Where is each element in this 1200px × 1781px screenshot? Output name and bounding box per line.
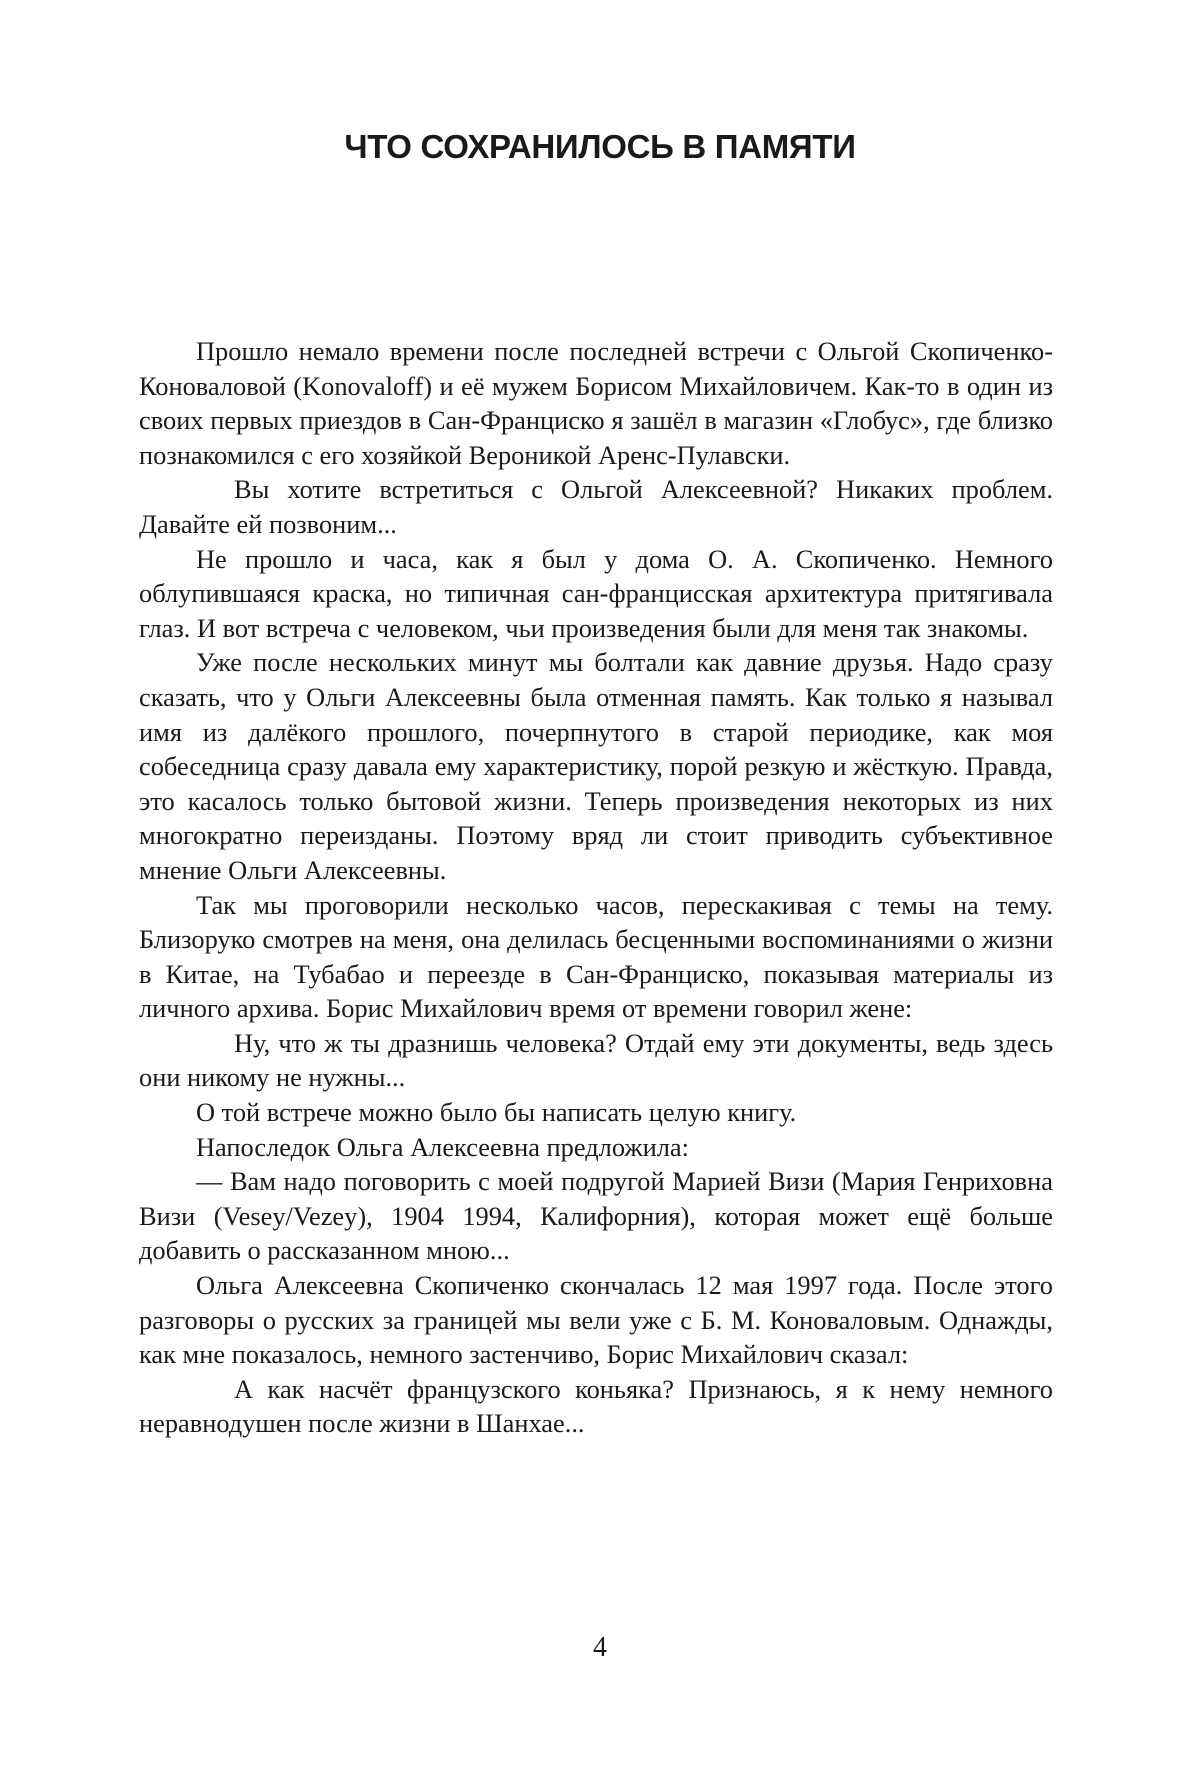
dialogue-paragraph: А как насчёт французского коньяка? Признаюсь, я к нему немного неравнодушен после жизни в Шанхае...: [139, 1373, 1053, 1439]
dialogue-paragraph: — Вам надо поговорить с моей подругой Марией Визи (Мария Генриховна Визи (Vesey/Vezey), 1904 1994, Калифорния), которая может ещё больше добавить о рассказанном мною...: [139, 1166, 1053, 1266]
paragraph: Прошло немало времени после последней встречи с Ольгой Скопиченко-Коноваловой (Konovaloff) и её мужем Борисом Михайловичем. Как-то в один из своих первых приездов в Сан-Франциско я зашёл в магазин «Глобус», где близко познакомился с его хозяйкой Вероникой Аренс-Пулавски.: [139, 336, 1053, 470]
dialogue-paragraph: Ну, что ж ты дразнишь человека? Отдай ему эти документы, ведь здесь они никому не нужны...: [139, 1027, 1053, 1093]
chapter-title: ЧТО СОХРАНИЛОСЬ В ПАМЯТИ: [344, 128, 856, 165]
paragraph: Напоследок Ольга Алексеевна предложила:: [196, 1131, 689, 1162]
paragraph: Так мы проговорили несколько часов, перескакивая с темы на тему. Близоруко смотрев на меня, она делилась бесценными воспоминаниями о жизни в Китае, на Тубабао и переезде в Сан-Франциско, показывая материалы из личного архива. Борис Михайлович время от времени говорил жене:: [139, 889, 1053, 1024]
body-text: [139, 334, 1053, 1441]
paragraph: О той встрече можно было бы написать целую книгу.: [196, 1097, 797, 1128]
paragraph: Уже после нескольких минут мы болтали как давние друзья. Надо сразу сказать, что у Ольги Алексеевны была отменная память. Как только я называл имя из далёкого прошлого, почерпнутого в старой периодике, как моя собеседница сразу давала ему характеристику, порой резкую и жёсткую. Правда, это касалось только бытовой жизни. Теперь произведения некоторых из них многократно переизданы. Поэтому вряд ли стоит приводить субъективное мнение Ольги Алексеевны.: [139, 647, 1053, 885]
paragraph: Ольга Алексеевна Скопиченко скончалась 12 мая 1997 года. После этого разговоры о русских за границей мы вели уже с Б. М. Коноваловым. Однажды, как мне показалось, немного застенчиво, Борис Михайлович сказал:: [139, 1270, 1053, 1370]
dialogue-paragraph: Вы хотите встретиться с Ольгой Алексеевной? Никаких проблем. Давайте ей позвоним...: [139, 474, 1053, 539]
page-number: 4: [593, 1632, 607, 1663]
paragraph: Не прошло и часа, как я был у дома О. А. Скопиченко. Немного облупившаяся краска, но типичная сан-францисская архитектура притягивала глаз. И вот встреча с человеком, чьи произведения были для меня так знакомы.: [139, 543, 1053, 643]
